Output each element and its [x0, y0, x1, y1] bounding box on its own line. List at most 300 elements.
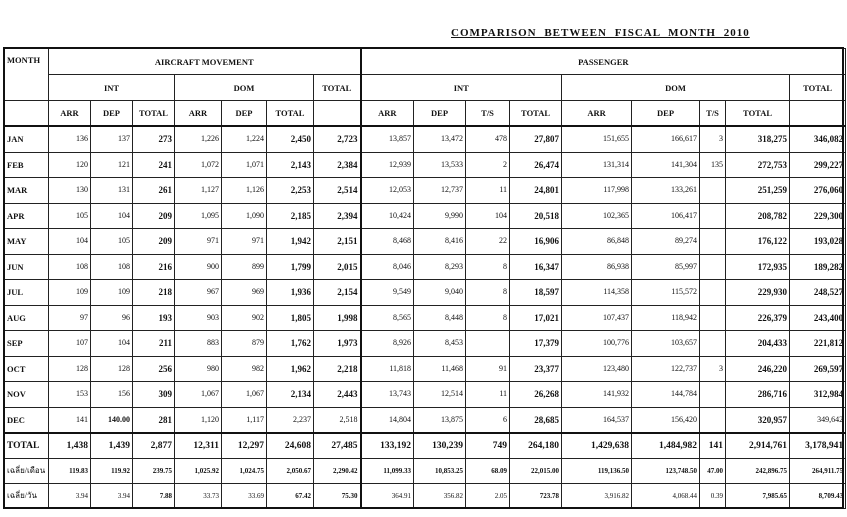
cell-am-dom-total: 1,962 — [267, 356, 314, 382]
average-per-month-row — [5, 459, 846, 484]
table-row — [5, 407, 846, 433]
table-row — [5, 229, 846, 255]
cell-am-dom-total: 2,143 — [267, 152, 314, 178]
cell-p-dom-ts: 3 — [700, 126, 726, 152]
cell-am-dom-dep: 902 — [222, 305, 267, 331]
table-row — [5, 254, 846, 280]
am-int-arr-header: ARR — [49, 101, 91, 127]
row-label: เฉลี่ย/เดือน — [5, 459, 49, 484]
cell-p-int-arr: 8,926 — [361, 331, 414, 357]
cell-p-dom-dep: 85,997 — [632, 254, 700, 280]
cell-am-int-arr: 141 — [49, 407, 91, 433]
cell-p-int-dep: 8,416 — [414, 229, 466, 255]
cell-am-dom-total: 2,450 — [267, 126, 314, 152]
cell-p-int-arr: 8,046 — [361, 254, 414, 280]
row-label: OCT — [5, 356, 49, 382]
cell-am-int-arr: 107 — [49, 331, 91, 357]
cell-am-total: 2,518 — [314, 407, 361, 433]
am-total-header: TOTAL — [314, 75, 361, 101]
cell-am-int-dep: 119.92 — [91, 459, 133, 484]
cell-p-int-total: 20,518 — [510, 203, 562, 229]
cell-p-int-dep: 13,875 — [414, 407, 466, 433]
cell-am-int-total: 209 — [133, 203, 175, 229]
cell-am-dom-arr: 1,226 — [175, 126, 222, 152]
cell-p-dom-ts — [700, 280, 726, 306]
cell-p-dom-ts — [700, 305, 726, 331]
row-label: FEB — [5, 152, 49, 178]
cell-am-dom-arr: 1,067 — [175, 382, 222, 408]
cell-p-dom-total: 172,935 — [726, 254, 790, 280]
cell-p-int-dep: 13,472 — [414, 126, 466, 152]
cell-am-total: 2,290.42 — [314, 459, 361, 484]
cell-p-int-ts: 749 — [466, 433, 510, 459]
cell-am-int-dep: 109 — [91, 280, 133, 306]
cell-p-int-dep: 8,453 — [414, 331, 466, 357]
cell-am-int-dep: 131 — [91, 178, 133, 204]
cell-p-dom-total: 272,753 — [726, 152, 790, 178]
cell-am-int-total: 216 — [133, 254, 175, 280]
cell-am-int-arr: 105 — [49, 203, 91, 229]
cell-am-int-arr: 128 — [49, 356, 91, 382]
cell-p-int-total: 16,347 — [510, 254, 562, 280]
p-dom-total-header: TOTAL — [726, 101, 790, 127]
cell-p-dom-ts — [700, 382, 726, 408]
cell-am-int-arr: 104 — [49, 229, 91, 255]
cell-p-total: 248,527 — [790, 280, 846, 306]
cell-am-int-total: 211 — [133, 331, 175, 357]
month-header: MONTH — [5, 49, 49, 101]
header-row-columns — [5, 101, 846, 127]
row-label: JAN — [5, 126, 49, 152]
cell-p-dom-ts — [700, 229, 726, 255]
comparison-table — [4, 48, 846, 509]
cell-p-dom-total: 286,716 — [726, 382, 790, 408]
cell-am-int-arr: 153 — [49, 382, 91, 408]
cell-p-dom-arr: 117,998 — [562, 178, 632, 204]
cell-p-dom-arr: 114,358 — [562, 280, 632, 306]
cell-am-dom-arr: 980 — [175, 356, 222, 382]
table-row — [5, 331, 846, 357]
p-dom-arr-header: ARR — [562, 101, 632, 127]
cell-p-dom-total: 229,930 — [726, 280, 790, 306]
cell-am-int-total: 281 — [133, 407, 175, 433]
cell-am-int-dep: 105 — [91, 229, 133, 255]
cell-p-int-arr: 14,804 — [361, 407, 414, 433]
cell-am-int-total: 309 — [133, 382, 175, 408]
cell-p-int-ts: 22 — [466, 229, 510, 255]
cell-p-int-total: 26,474 — [510, 152, 562, 178]
cell-p-int-total: 18,597 — [510, 280, 562, 306]
cell-am-dom-dep: 1,224 — [222, 126, 267, 152]
cell-am-dom-total: 1,942 — [267, 229, 314, 255]
cell-am-int-dep: 1,439 — [91, 433, 133, 459]
cell-am-dom-dep: 33.69 — [222, 484, 267, 509]
cell-p-dom-total: 318,275 — [726, 126, 790, 152]
cell-p-int-arr: 10,424 — [361, 203, 414, 229]
cell-am-total: 1,998 — [314, 305, 361, 331]
cell-p-dom-total: 242,896.75 — [726, 459, 790, 484]
cell-p-int-arr: 8,468 — [361, 229, 414, 255]
cell-am-int-dep: 156 — [91, 382, 133, 408]
cell-p-int-dep: 9,040 — [414, 280, 466, 306]
am-int-header: INT — [49, 75, 175, 101]
cell-p-dom-total: 2,914,761 — [726, 433, 790, 459]
cell-am-dom-arr: 883 — [175, 331, 222, 357]
cell-am-dom-dep: 1,071 — [222, 152, 267, 178]
cell-am-int-arr: 130 — [49, 178, 91, 204]
cell-am-total: 2,394 — [314, 203, 361, 229]
cell-am-int-total: 193 — [133, 305, 175, 331]
cell-p-dom-dep: 156,420 — [632, 407, 700, 433]
cell-p-int-total: 723.78 — [510, 484, 562, 509]
cell-p-dom-ts — [700, 331, 726, 357]
cell-am-dom-arr: 903 — [175, 305, 222, 331]
cell-am-dom-total: 1,799 — [267, 254, 314, 280]
average-per-day-row — [5, 484, 846, 509]
cell-p-dom-dep: 103,657 — [632, 331, 700, 357]
cell-p-dom-dep: 106,417 — [632, 203, 700, 229]
cell-p-dom-ts: 141 — [700, 433, 726, 459]
cell-am-total: 2,218 — [314, 356, 361, 382]
p-total-header: TOTAL — [790, 75, 846, 101]
cell-am-dom-dep: 899 — [222, 254, 267, 280]
cell-am-int-dep: 3.94 — [91, 484, 133, 509]
cell-p-int-arr: 13,743 — [361, 382, 414, 408]
p-total-blank-header — [790, 101, 846, 127]
cell-p-dom-arr: 102,365 — [562, 203, 632, 229]
cell-p-dom-dep: 133,261 — [632, 178, 700, 204]
cell-am-int-dep: 140.00 — [91, 407, 133, 433]
cell-am-int-total: 7.88 — [133, 484, 175, 509]
cell-p-dom-ts — [700, 407, 726, 433]
cell-p-dom-total: 246,220 — [726, 356, 790, 382]
cell-p-dom-arr: 86,848 — [562, 229, 632, 255]
cell-p-int-total: 27,807 — [510, 126, 562, 152]
total-row — [5, 433, 846, 459]
cell-p-int-dep: 13,533 — [414, 152, 466, 178]
cell-am-int-total: 209 — [133, 229, 175, 255]
row-label: JUN — [5, 254, 49, 280]
cell-p-total: 3,178,941 — [790, 433, 846, 459]
cell-am-dom-total: 2,237 — [267, 407, 314, 433]
cell-p-dom-dep: 166,617 — [632, 126, 700, 152]
cell-am-int-arr: 108 — [49, 254, 91, 280]
cell-am-total: 1,973 — [314, 331, 361, 357]
cell-am-total: 2,723 — [314, 126, 361, 152]
cell-am-total: 75.30 — [314, 484, 361, 509]
p-int-dep-header: DEP — [414, 101, 466, 127]
cell-p-int-ts: 2.05 — [466, 484, 510, 509]
cell-p-dom-dep: 4,068.44 — [632, 484, 700, 509]
cell-p-total: 8,709.43 — [790, 484, 846, 509]
cell-p-dom-dep: 89,274 — [632, 229, 700, 255]
cell-p-int-ts: 8 — [466, 254, 510, 280]
row-label: SEP — [5, 331, 49, 357]
cell-am-int-total: 273 — [133, 126, 175, 152]
row-label: AUG — [5, 305, 49, 331]
cell-am-total: 2,384 — [314, 152, 361, 178]
cell-am-int-total: 261 — [133, 178, 175, 204]
cell-p-dom-ts: 135 — [700, 152, 726, 178]
cell-am-dom-dep: 982 — [222, 356, 267, 382]
row-label: MAR — [5, 178, 49, 204]
cell-am-int-dep: 96 — [91, 305, 133, 331]
cell-am-int-dep: 121 — [91, 152, 133, 178]
cell-p-dom-arr: 119,136.50 — [562, 459, 632, 484]
cell-p-dom-arr: 3,916.82 — [562, 484, 632, 509]
cell-am-dom-dep: 879 — [222, 331, 267, 357]
cell-p-int-arr: 11,818 — [361, 356, 414, 382]
cell-p-dom-dep: 144,784 — [632, 382, 700, 408]
cell-p-total: 193,028 — [790, 229, 846, 255]
cell-p-dom-ts: 47.00 — [700, 459, 726, 484]
report-title: COMPARISON BETWEEN FISCAL MONTH 2010 — [451, 27, 750, 39]
cell-p-dom-total: 176,122 — [726, 229, 790, 255]
cell-p-dom-arr: 131,314 — [562, 152, 632, 178]
cell-am-dom-arr: 967 — [175, 280, 222, 306]
cell-am-total: 2,151 — [314, 229, 361, 255]
cell-p-int-ts: 478 — [466, 126, 510, 152]
table-row — [5, 126, 846, 152]
cell-p-total: 276,060 — [790, 178, 846, 204]
cell-am-dom-arr: 1,120 — [175, 407, 222, 433]
cell-am-dom-arr: 1,072 — [175, 152, 222, 178]
cell-am-int-dep: 104 — [91, 203, 133, 229]
cell-p-int-total: 22,015.00 — [510, 459, 562, 484]
cell-am-dom-total: 1,805 — [267, 305, 314, 331]
table-row — [5, 382, 846, 408]
cell-p-int-total: 23,377 — [510, 356, 562, 382]
cell-p-int-arr: 11,099.33 — [361, 459, 414, 484]
cell-p-dom-ts — [700, 254, 726, 280]
cell-am-int-arr: 109 — [49, 280, 91, 306]
cell-p-total: 349,642 — [790, 407, 846, 433]
cell-p-dom-ts: 3 — [700, 356, 726, 382]
cell-p-int-dep: 356.82 — [414, 484, 466, 509]
cell-p-int-ts: 91 — [466, 356, 510, 382]
table-row — [5, 152, 846, 178]
table-row — [5, 178, 846, 204]
cell-p-dom-arr: 123,480 — [562, 356, 632, 382]
cell-p-int-arr: 12,053 — [361, 178, 414, 204]
cell-p-dom-dep: 122,737 — [632, 356, 700, 382]
cell-p-int-total: 17,379 — [510, 331, 562, 357]
cell-am-int-arr: 136 — [49, 126, 91, 152]
cell-p-int-dep: 130,239 — [414, 433, 466, 459]
am-dom-total-header: TOTAL — [267, 101, 314, 127]
cell-p-dom-dep: 1,484,982 — [632, 433, 700, 459]
cell-p-int-ts: 104 — [466, 203, 510, 229]
row-label: TOTAL — [5, 433, 49, 459]
cell-p-int-dep: 9,990 — [414, 203, 466, 229]
cell-p-int-total: 264,180 — [510, 433, 562, 459]
cell-p-int-ts: 8 — [466, 280, 510, 306]
cell-am-dom-arr: 971 — [175, 229, 222, 255]
cell-p-total: 264,911.75 — [790, 459, 846, 484]
cell-p-dom-arr: 100,776 — [562, 331, 632, 357]
cell-p-dom-dep: 141,304 — [632, 152, 700, 178]
p-int-ts-header: T/S — [466, 101, 510, 127]
cell-am-dom-arr: 12,311 — [175, 433, 222, 459]
cell-am-total: 2,514 — [314, 178, 361, 204]
cell-am-int-arr: 119.83 — [49, 459, 91, 484]
cell-am-int-total: 218 — [133, 280, 175, 306]
cell-p-total: 189,282 — [790, 254, 846, 280]
cell-am-dom-total: 2,134 — [267, 382, 314, 408]
cell-p-dom-dep: 123,748.50 — [632, 459, 700, 484]
table-row — [5, 356, 846, 382]
blank-header-cell — [5, 101, 49, 127]
cell-p-int-total: 28,685 — [510, 407, 562, 433]
cell-am-dom-total: 24,608 — [267, 433, 314, 459]
cell-am-total: 2,443 — [314, 382, 361, 408]
am-int-dep-header: DEP — [91, 101, 133, 127]
am-dom-dep-header: DEP — [222, 101, 267, 127]
row-label: MAY — [5, 229, 49, 255]
row-label: APR — [5, 203, 49, 229]
cell-am-dom-total: 2,185 — [267, 203, 314, 229]
cell-p-dom-arr: 107,437 — [562, 305, 632, 331]
cell-am-int-dep: 128 — [91, 356, 133, 382]
cell-am-dom-arr: 1,025.92 — [175, 459, 222, 484]
passenger-header: PASSENGER — [361, 49, 846, 75]
cell-p-dom-ts: 0.39 — [700, 484, 726, 509]
cell-am-dom-total: 2,253 — [267, 178, 314, 204]
cell-p-dom-total: 251,259 — [726, 178, 790, 204]
cell-am-dom-arr: 900 — [175, 254, 222, 280]
cell-p-int-total: 26,268 — [510, 382, 562, 408]
cell-p-dom-dep: 115,572 — [632, 280, 700, 306]
cell-p-int-ts: 11 — [466, 178, 510, 204]
cell-p-int-arr: 9,549 — [361, 280, 414, 306]
cell-p-int-ts: 8 — [466, 305, 510, 331]
cell-p-dom-arr: 141,932 — [562, 382, 632, 408]
cell-p-total: 346,082 — [790, 126, 846, 152]
cell-p-int-arr: 133,192 — [361, 433, 414, 459]
cell-p-dom-arr: 1,429,638 — [562, 433, 632, 459]
cell-am-total: 2,015 — [314, 254, 361, 280]
row-label: เฉลี่ย/วัน — [5, 484, 49, 509]
p-dom-header: DOM — [562, 75, 790, 101]
header-row-groups — [5, 49, 846, 75]
p-dom-dep-header: DEP — [632, 101, 700, 127]
cell-p-int-dep: 12,737 — [414, 178, 466, 204]
cell-am-int-total: 241 — [133, 152, 175, 178]
cell-am-dom-total: 2,050.67 — [267, 459, 314, 484]
cell-am-dom-total: 1,936 — [267, 280, 314, 306]
cell-p-dom-arr: 151,655 — [562, 126, 632, 152]
cell-am-dom-dep: 1,024.75 — [222, 459, 267, 484]
cell-am-dom-dep: 1,126 — [222, 178, 267, 204]
cell-p-dom-ts — [700, 178, 726, 204]
cell-am-dom-dep: 1,067 — [222, 382, 267, 408]
cell-am-int-arr: 97 — [49, 305, 91, 331]
cell-am-dom-arr: 1,127 — [175, 178, 222, 204]
cell-p-dom-dep: 118,942 — [632, 305, 700, 331]
cell-p-dom-total: 204,433 — [726, 331, 790, 357]
p-dom-ts-header: T/S — [700, 101, 726, 127]
cell-p-int-arr: 364.91 — [361, 484, 414, 509]
cell-am-dom-dep: 971 — [222, 229, 267, 255]
cell-p-int-ts: 6 — [466, 407, 510, 433]
cell-am-int-total: 256 — [133, 356, 175, 382]
cell-p-int-total: 24,801 — [510, 178, 562, 204]
cell-am-dom-dep: 12,297 — [222, 433, 267, 459]
table-row — [5, 280, 846, 306]
cell-p-int-total: 16,906 — [510, 229, 562, 255]
cell-p-int-arr: 13,857 — [361, 126, 414, 152]
cell-p-dom-total: 7,985.65 — [726, 484, 790, 509]
table-row — [5, 305, 846, 331]
cell-am-int-arr: 3.94 — [49, 484, 91, 509]
am-dom-header: DOM — [175, 75, 314, 101]
cell-p-dom-ts — [700, 203, 726, 229]
row-label: JUL — [5, 280, 49, 306]
cell-p-int-ts: 68.09 — [466, 459, 510, 484]
cell-p-dom-arr: 86,938 — [562, 254, 632, 280]
cell-p-total: 269,597 — [790, 356, 846, 382]
cell-am-int-dep: 108 — [91, 254, 133, 280]
cell-p-total: 221,812 — [790, 331, 846, 357]
p-int-total-header: TOTAL — [510, 101, 562, 127]
row-label: NOV — [5, 382, 49, 408]
cell-p-int-arr: 8,565 — [361, 305, 414, 331]
cell-p-dom-total: 226,379 — [726, 305, 790, 331]
cell-am-dom-arr: 33.73 — [175, 484, 222, 509]
cell-p-total: 312,984 — [790, 382, 846, 408]
cell-p-dom-arr: 164,537 — [562, 407, 632, 433]
cell-p-dom-total: 320,957 — [726, 407, 790, 433]
cell-p-int-dep: 8,448 — [414, 305, 466, 331]
p-int-header: INT — [361, 75, 562, 101]
aircraft-movement-header: AIRCRAFT MOVEMENT — [49, 49, 361, 75]
cell-p-int-ts: 2 — [466, 152, 510, 178]
cell-p-int-dep: 10,853.25 — [414, 459, 466, 484]
p-int-arr-header: ARR — [361, 101, 414, 127]
cell-am-dom-dep: 969 — [222, 280, 267, 306]
cell-am-int-arr: 120 — [49, 152, 91, 178]
cell-am-dom-dep: 1,117 — [222, 407, 267, 433]
row-label: DEC — [5, 407, 49, 433]
cell-p-total: 243,400 — [790, 305, 846, 331]
cell-p-total: 299,227 — [790, 152, 846, 178]
header-row-subgroups — [5, 75, 846, 101]
am-dom-arr-header: ARR — [175, 101, 222, 127]
cell-am-int-total: 239.75 — [133, 459, 175, 484]
am-total-blank-header — [314, 101, 361, 127]
cell-p-int-dep: 11,468 — [414, 356, 466, 382]
cell-p-dom-total: 208,782 — [726, 203, 790, 229]
cell-am-dom-total: 67.42 — [267, 484, 314, 509]
cell-am-int-arr: 1,438 — [49, 433, 91, 459]
cell-am-dom-total: 1,762 — [267, 331, 314, 357]
table-row — [5, 203, 846, 229]
cell-p-total: 229,300 — [790, 203, 846, 229]
cell-am-total: 2,154 — [314, 280, 361, 306]
cell-p-int-total: 17,021 — [510, 305, 562, 331]
cell-p-int-ts — [466, 331, 510, 357]
cell-am-total: 27,485 — [314, 433, 361, 459]
cell-p-int-arr: 12,939 — [361, 152, 414, 178]
cell-am-int-dep: 137 — [91, 126, 133, 152]
cell-am-int-dep: 104 — [91, 331, 133, 357]
cell-am-int-total: 2,877 — [133, 433, 175, 459]
cell-p-int-dep: 8,293 — [414, 254, 466, 280]
cell-p-int-dep: 12,514 — [414, 382, 466, 408]
am-int-total-header: TOTAL — [133, 101, 175, 127]
cell-p-int-ts: 11 — [466, 382, 510, 408]
cell-am-dom-arr: 1,095 — [175, 203, 222, 229]
